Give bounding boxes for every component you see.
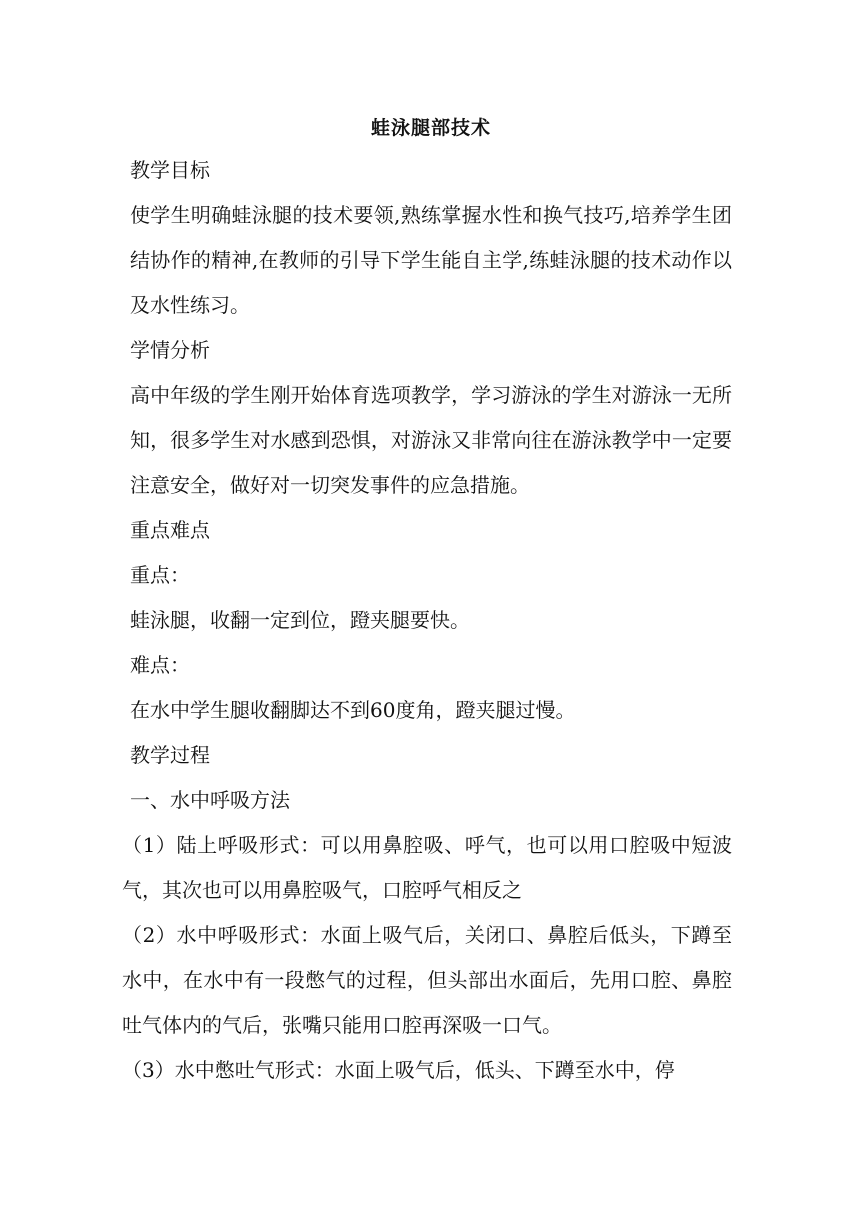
difficulty-label: 难点： [130,653,190,677]
objectives-heading: 教学目标 [130,158,210,182]
list-item: （2）水中呼吸形式：水面上吸气后，关闭口、鼻腔后低头，下蹲至水中，在水中有一段憋气的过程，但头部出水面后，先用口腔、鼻腔吐气体内的气后，张嘴只能用口腔再深吸一口气。 [122,923,732,1037]
key-text: 蛙泳腿，收翻一定到位，蹬夹腿要快。 [130,608,470,632]
list-item: （1）陆上呼吸形式：可以用鼻腔吸、呼气，也可以用口腔吸中短波气，其次也可以用鼻腔吸气，口腔呼气相反之 [122,833,732,902]
list-item: （3）水中憋吐气形式：水面上吸气后，低头、下蹲至水中，停 [122,1058,675,1082]
analysis-paragraph: 高中年级的学生刚开始体育选项教学，学习游泳的学生对游泳一无所知，很多学生对水感到恐惧，对游泳又非常向往在游泳教学中一定要注意安全，做好对一切突发事件的应急措施。 [130,383,732,497]
keypoints-heading: 重点难点 [130,518,210,542]
step1-heading: 一、水中呼吸方法 [130,788,290,812]
document-title: 蛙泳腿部技术 [370,117,491,139]
difficulty-text: 在水中学生腿收翻脚达不到60度角，蹬夹腿过慢。 [130,698,576,722]
analysis-heading: 学情分析 [130,338,210,362]
objectives-paragraph: 使学生明确蛙泳腿的技术要领,熟练掌握水性和换气技巧,培养学生团结协作的精神,在教师的引导下学生能自主学,练蛙泳腿的技术动作以及水性练习。 [130,203,732,317]
document-page [122,108,732,1093]
key-label: 重点： [130,563,190,587]
process-heading: 教学过程 [130,743,210,767]
